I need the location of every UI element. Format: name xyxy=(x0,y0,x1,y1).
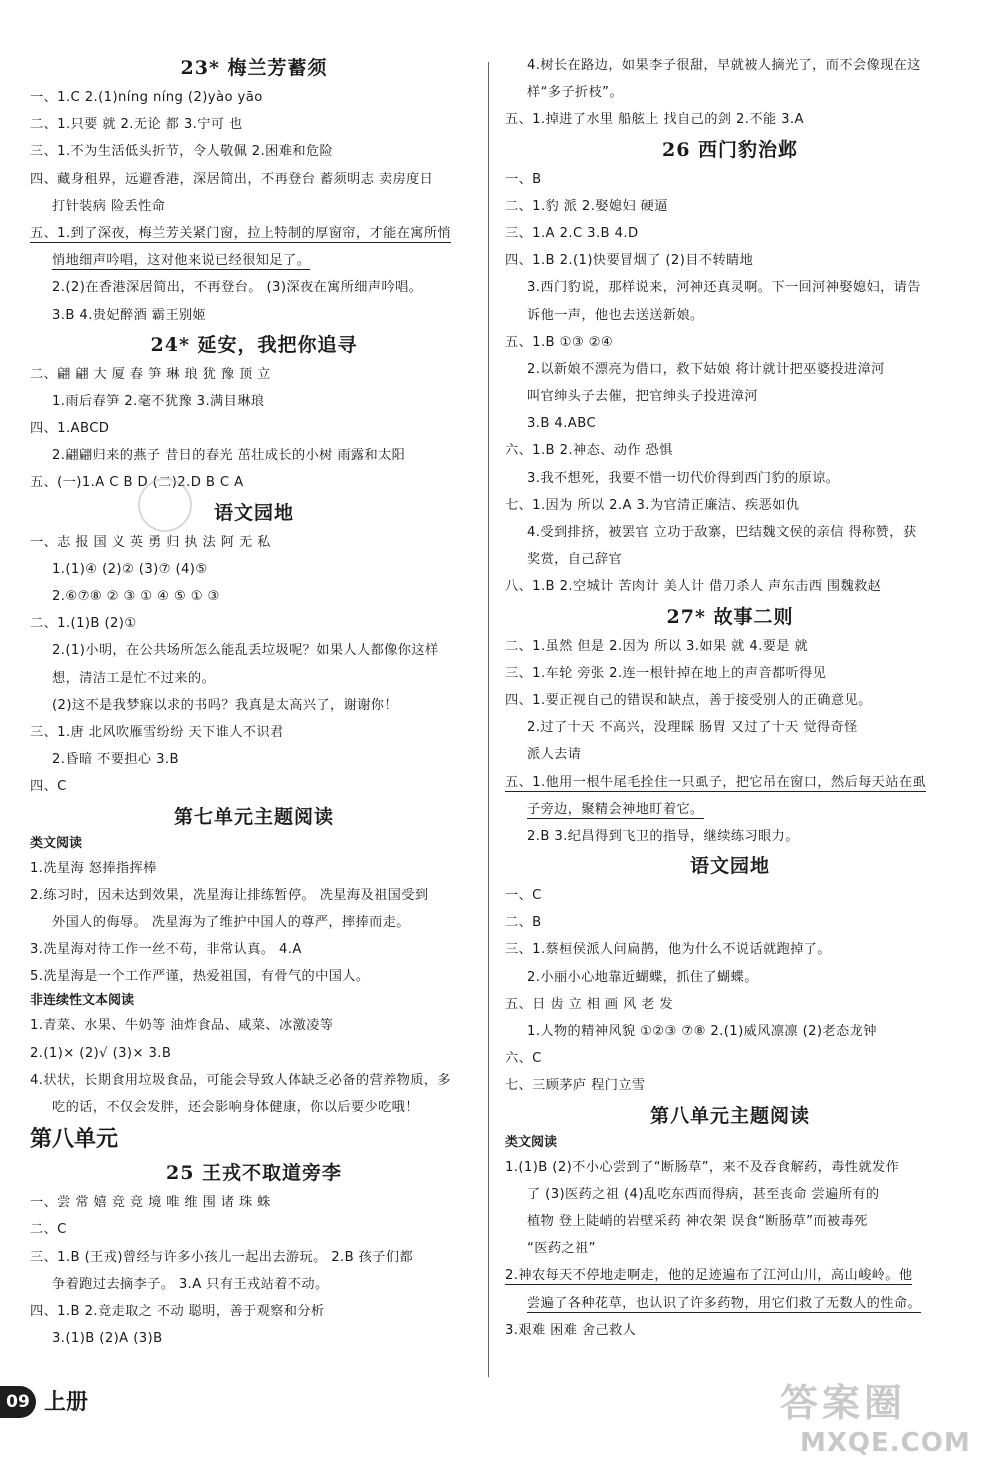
subsection-label xyxy=(30,833,478,855)
text: 4.状状，长期食用垃圾食品，可能会导致人体缺乏必备的营养物质，多 xyxy=(30,1072,452,1088)
text: 4.受到排挤，被罢官 立功于敌寨，巴结魏文侯的亲信 得称赞，获 xyxy=(527,525,917,540)
answer-line xyxy=(505,106,955,133)
text: 3.西门豹说，那样说来，河神还真灵啊。下一回河神娶媳妇，请告 xyxy=(527,280,921,296)
answer-line xyxy=(30,84,478,111)
answer-line xyxy=(505,79,955,106)
text: 五、1.他用一根牛尾毛拴住一只虱子，把它吊在窗口，然后每天站在虱 xyxy=(505,774,927,790)
answer-line xyxy=(30,1012,478,1039)
text: 想，清洁工是忙不过来的。 xyxy=(52,670,216,686)
unit-heading xyxy=(30,1121,478,1157)
text: 四、藏身租界，远避香港，深居简出，不再登台 蓄须明志 卖房度日 xyxy=(30,171,434,187)
text: 一、1.C 2.(1)níng níng (2)yào yāo xyxy=(30,90,263,105)
answer-line xyxy=(30,556,478,583)
text: 2.过了十天 不高兴，没理睬 肠胃 又过了十天 觉得奇怪 xyxy=(527,720,858,736)
text: 二、C xyxy=(30,1222,67,1238)
text: 外国人的侮辱。 冼星海为了维护中国人的尊严，摔捧而走。 xyxy=(52,914,410,930)
right-column xyxy=(505,52,955,1344)
text: 七、三顾茅庐 程门立雪 xyxy=(505,1078,646,1094)
answer-line xyxy=(505,964,955,991)
text: 二、1.只要 就 2.无论 都 3.宁可 也 xyxy=(30,117,243,133)
text: 三、1.B (王戎)曾经与许多小孩儿一起出去游玩。 2.B 孩子们都 xyxy=(30,1249,414,1265)
text: 一、尝 常 嬉 竞 竞 境 唯 维 围 诸 珠 蛛 xyxy=(30,1195,271,1211)
answer-line xyxy=(30,361,478,388)
answer-line xyxy=(30,469,478,496)
answer-line xyxy=(30,746,478,773)
text: 三、1.唐 北风吹雁雪纷纷 天下谁人不识君 xyxy=(30,724,284,740)
answer-line xyxy=(30,1067,478,1094)
text: 叫官绅头子去催，把官绅头子投进漳河 xyxy=(527,389,758,405)
answer-line xyxy=(505,1290,955,1317)
answer-line xyxy=(505,383,955,410)
text: 四、1.要正视自己的错误和缺点，善于接受别人的正确意见。 xyxy=(505,692,872,708)
text: 四、1.ABCD xyxy=(30,421,110,437)
answer-line xyxy=(30,963,478,990)
answer-line xyxy=(505,633,955,660)
answer-line xyxy=(505,573,955,600)
text: 4.树长在路边，如果李子很甜，早就被人摘光了，而不会像现在这 xyxy=(527,58,921,73)
text: 5.冼星海是一个工作严谨，热爱祖国，有骨气的中国人。 xyxy=(30,969,370,985)
text: 派人去请 xyxy=(527,747,582,763)
answer-line xyxy=(505,882,955,909)
answer-line xyxy=(505,166,955,193)
answer-line xyxy=(505,1208,955,1235)
answer-line xyxy=(30,302,478,329)
text: 2.以新娘不漂亮为借口，救下姑娘 将计就计把巫婆投进漳河 xyxy=(527,361,885,377)
answer-line xyxy=(505,1018,955,1045)
answer-line xyxy=(505,1262,955,1289)
answer-line xyxy=(30,111,478,138)
subsection-label xyxy=(30,990,478,1012)
section-heading xyxy=(30,52,478,84)
answer-line xyxy=(505,546,955,573)
text: 二、1.虽然 但是 2.因为 所以 3.如果 就 4.要是 就 xyxy=(505,638,809,654)
answer-line xyxy=(505,193,955,220)
text: 3.艰难 困难 舍己救人 xyxy=(505,1322,637,1338)
answer-line xyxy=(30,1189,478,1216)
answer-line xyxy=(30,637,478,664)
text: 尝遍了各种花草，也认识了许多药物，用它们救了无数人的性命。 xyxy=(527,1295,922,1311)
text: 了 (3)医药之祖 (4)乱吃东西而得病，甚至丧命 尝遍所有的 xyxy=(527,1186,880,1202)
answer-line xyxy=(30,1216,478,1243)
text: 2.(1)× (2)√ (3)× 3.B xyxy=(30,1045,172,1061)
answer-line xyxy=(30,855,478,882)
section-heading xyxy=(30,1157,478,1189)
answer-line xyxy=(30,274,478,301)
answer-line xyxy=(505,1045,955,1072)
answer-line xyxy=(505,1072,955,1099)
answer-line xyxy=(505,1181,955,1208)
stamp-mark xyxy=(138,478,192,532)
answer-line xyxy=(505,302,955,329)
text: 吃的话，不仅会发胖，还会影响身体健康，你以后要少吃哦！ xyxy=(52,1100,419,1115)
text: 二、1.豹 派 2.娶媳妇 硬逼 xyxy=(505,198,668,214)
text: 语文园地 xyxy=(689,855,770,878)
text: 打针装病 险丢性命 xyxy=(52,198,166,214)
text: 2.(2)在香港深居简出，不再登台。 (3)深夜在寓所细声吟唱。 xyxy=(52,280,423,296)
text: 三、1.不为生活低头折节，令人敬佩 2.困难和危险 xyxy=(30,144,334,160)
answer-line xyxy=(30,882,478,909)
answer-line xyxy=(30,936,478,963)
text: 五、1.B ①③ ②④ xyxy=(505,334,614,350)
answer-line xyxy=(505,823,955,850)
answer-line xyxy=(30,1271,478,1298)
answer-line xyxy=(30,1244,478,1271)
subsection-label xyxy=(505,1132,955,1154)
answer-line xyxy=(30,529,478,556)
answer-line xyxy=(30,610,478,637)
text: 3.冼星海对待工作一丝不苟，非常认真。 4.A xyxy=(30,942,302,958)
text: 奖赏，自己辞官 xyxy=(527,552,623,568)
text: (2)这不是我梦寐以求的书吗？我真是太高兴了，谢谢你！ xyxy=(52,697,398,713)
watermark xyxy=(780,1378,985,1464)
answer-line xyxy=(30,1040,478,1067)
text: 七、1.因为 所以 2.A 3.为官清正廉洁、疾恶如仇 xyxy=(505,497,800,513)
answer-line xyxy=(505,329,955,356)
text: 非连续性文本阅读 xyxy=(30,993,135,1009)
answer-line xyxy=(505,1317,955,1344)
answer-line xyxy=(505,519,955,546)
section-heading xyxy=(505,850,955,882)
answer-line xyxy=(30,138,478,165)
section-heading xyxy=(30,497,478,529)
text: 1.冼星海 怒捧指挥棒 xyxy=(30,860,157,876)
answer-line xyxy=(505,909,955,936)
text: 2.小丽小心地靠近蝴蝶，抓住了蝴蝶。 xyxy=(527,969,758,985)
answer-line xyxy=(505,714,955,741)
answer-line xyxy=(505,796,955,823)
answer-line xyxy=(505,687,955,714)
section-heading xyxy=(30,329,478,361)
answer-line xyxy=(30,247,478,274)
text: 五、日 齿 立 相 画 风 老 发 xyxy=(505,996,674,1012)
text: 三、1.蔡桓侯派人问扁鹊，他为什么不说话就跑掉了。 xyxy=(505,942,831,958)
text: 2.神农每天不停地走啊走，他的足迹遍布了江河山川，高山峻岭。他 xyxy=(505,1268,913,1284)
answer-line xyxy=(505,769,955,796)
text: 五、(一)1.A C B D (二)2.D B C A xyxy=(30,475,244,491)
text: 2.⑥⑦⑧ ② ③ ① ④ ⑤ ① ③ xyxy=(52,589,220,604)
text: “医药之祖” xyxy=(527,1241,596,1257)
answer-line xyxy=(505,492,955,519)
answer-line xyxy=(505,356,955,383)
text: 三、1.车轮 旁张 2.连一根针掉在地上的声音都听得见 xyxy=(505,665,827,681)
answer-line xyxy=(505,437,955,464)
answer-line xyxy=(30,1298,478,1325)
answer-line xyxy=(505,274,955,301)
answer-line xyxy=(505,52,955,79)
answer-line xyxy=(30,719,478,746)
answer-line xyxy=(505,247,955,274)
section-heading xyxy=(30,801,478,833)
answer-line xyxy=(505,936,955,963)
text: 二、1.(1)B (2)① xyxy=(30,616,137,632)
watermark-url: MXQE.COM xyxy=(800,1428,971,1458)
answer-line xyxy=(30,442,478,469)
text: 第七单元主题阅读 xyxy=(173,805,334,828)
left-column xyxy=(30,52,478,1352)
answer-line xyxy=(505,1154,955,1181)
text: 2.练习时，因未达到效果，冼星海让排练暂停。 冼星海及祖国受到 xyxy=(30,887,429,903)
text: 类文阅读 xyxy=(505,1134,558,1150)
text: 悄地细声吟唱，这对他来说已经很知足了。 xyxy=(52,253,311,269)
answer-line xyxy=(30,1325,478,1352)
text: 2.B 3.纪昌得到飞卫的指导，继续练习眼力。 xyxy=(527,828,799,844)
text: 样“多子折枝”。 xyxy=(527,85,623,101)
text: 五、1.掉进了水里 船舷上 找自己的剑 2.不能 3.A xyxy=(505,112,804,128)
answer-line xyxy=(30,415,478,442)
answer-line xyxy=(30,166,478,193)
text: 26 西门豹治邺 xyxy=(661,138,799,161)
text: 2.昏暗 不要担心 3.B xyxy=(52,752,179,768)
text: 六、1.B 2.神态、动作 恐惧 xyxy=(505,443,673,459)
text: 3.(1)B (2)A (3)B xyxy=(52,1331,163,1347)
text: 语文园地 xyxy=(213,501,294,524)
text: 争着跑过去摘李子。 3.A 只有王戎站着不动。 xyxy=(52,1276,329,1292)
text: 2.(1)小明，在公共场所怎么能乱丢垃圾呢？如果人人都像你这样 xyxy=(52,643,439,659)
answer-line xyxy=(505,465,955,492)
answer-line xyxy=(30,1094,478,1121)
text: 3.B 4.贵妃醉酒 霸王别姬 xyxy=(52,307,207,323)
watermark-logo: 答案圈 xyxy=(780,1381,907,1425)
answer-line xyxy=(505,741,955,768)
text: 1.青菜、水果、牛奶等 油炸食品、咸菜、冰激凌等 xyxy=(30,1018,334,1034)
answer-line xyxy=(505,410,955,437)
answer-line xyxy=(505,1235,955,1262)
answer-line xyxy=(30,583,478,610)
text: 二、B xyxy=(505,915,542,931)
text: 1.(1)B (2)不小心尝到了“断肠草”，来不及吞食解药，毒性就发作 xyxy=(505,1159,900,1175)
text: 四、1.B 2.(1)快要冒烟了 (2)目不转睛地 xyxy=(505,253,754,269)
text: 植物 登上陡峭的岩壁采药 神农架 误食“断肠草”而被毒死 xyxy=(527,1213,868,1229)
text: 四、1.B 2.竞走取之 不动 聪明，善于观察和分析 xyxy=(30,1303,325,1319)
volume-label: 上册 xyxy=(44,1389,89,1415)
text: 27* 故事二则 xyxy=(666,605,794,628)
section-heading xyxy=(505,601,955,633)
text: 诉他一声，他也去送送新娘。 xyxy=(527,307,704,323)
text: 23* 梅兰芳蓄须 xyxy=(180,57,328,79)
answer-line xyxy=(30,193,478,220)
text: 第八单元 xyxy=(30,1126,119,1153)
text: 25 王戎不取道旁李 xyxy=(165,1162,343,1185)
answer-line xyxy=(30,773,478,800)
section-heading xyxy=(505,1100,955,1132)
text: 一、B xyxy=(505,171,542,187)
text: 四、C xyxy=(30,779,67,795)
column-divider xyxy=(488,62,489,1377)
answer-line xyxy=(30,692,478,719)
text: 一、C xyxy=(505,888,542,904)
text: 六、C xyxy=(505,1051,542,1067)
answer-line xyxy=(505,660,955,687)
text: 二、翩 翩 大 厦 春 笋 琳 琅 犹 豫 顶 立 xyxy=(30,366,271,382)
text: 24* 延安，我把你追寻 xyxy=(150,333,358,356)
answer-line xyxy=(505,991,955,1018)
text: 一、志 报 国 义 英 勇 归 执 法 阿 无 私 xyxy=(30,534,271,550)
text: 2.翩翩归来的燕子 昔日的春光 茁壮成长的小树 雨露和太阳 xyxy=(52,448,406,464)
answer-line xyxy=(30,220,478,247)
page-number: 09 xyxy=(0,1386,36,1418)
answer-line xyxy=(30,388,478,415)
answer-line xyxy=(30,665,478,692)
text: 五、1.到了深夜，梅兰芳关紧门窗，拉上特制的厚窗帘，才能在寓所悄 xyxy=(30,225,452,241)
text: 3.我不想死，我要不惜一切代价得到西门豹的原谅。 xyxy=(527,470,840,486)
text: 1.雨后春笋 2.毫不犹豫 3.满目琳琅 xyxy=(52,393,265,409)
answer-line xyxy=(505,220,955,247)
text: 类文阅读 xyxy=(30,835,83,851)
text: 1.(1)④ (2)② (3)⑦ (4)⑤ xyxy=(52,561,208,577)
text: 第八单元主题阅读 xyxy=(649,1104,810,1127)
answer-line xyxy=(30,909,478,936)
text: 子旁边，聚精会神地盯着它。 xyxy=(527,801,704,817)
text: 1.人物的精神风貌 ①②③ ⑦⑧ 2.(1)威风凛凛 (2)老态龙钟 xyxy=(527,1024,877,1039)
section-heading xyxy=(505,134,955,166)
text: 三、1.A 2.C 3.B 4.D xyxy=(505,225,639,241)
text: 3.B 4.ABC xyxy=(527,416,597,432)
text: 八、1.B 2.空城计 苦肉计 美人计 借刀杀人 声东击西 围魏救赵 xyxy=(505,579,882,595)
